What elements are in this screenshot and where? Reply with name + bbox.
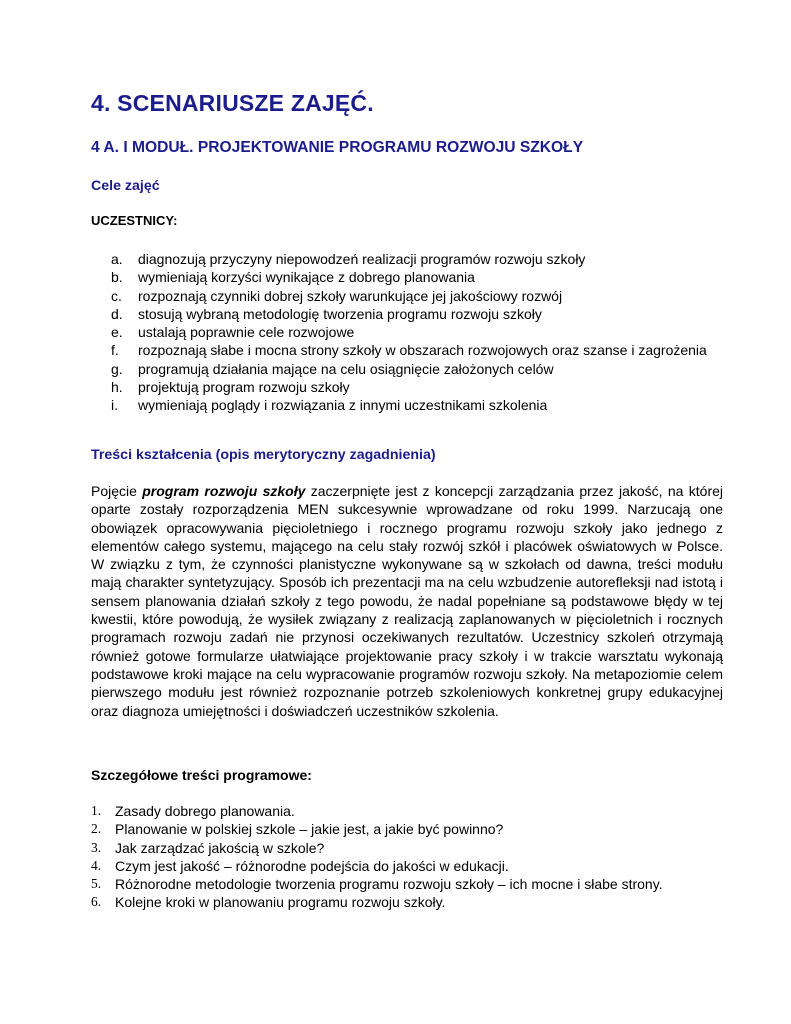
list-number: 5. [91, 876, 102, 892]
list-item-text: Planowanie w polskiej szkole – jakie jest, a jakie być powinno? [115, 821, 504, 838]
list-item-text: projektują program rozwoju szkoły [138, 379, 350, 396]
description-paragraph [91, 482, 723, 720]
paragraph-lead: Pojęcie [91, 483, 143, 499]
list-item-text: rozpoznają słabe i mocna strony szkoły w obszarach rozwojowych oraz szanse i zagrożenia [138, 342, 707, 359]
content-heading: Treści kształcenia (opis merytoryczny zagadnienia) [91, 447, 436, 463]
list-marker: d. [111, 305, 123, 322]
list-item [111, 268, 711, 286]
list-item-text: ustalają poprawnie cele rozwojowe [138, 324, 355, 341]
module-title: 4 A. I MODUŁ. PROJEKTOWANIE PROGRAMU ROZWOJU SZKOŁY [91, 139, 584, 156]
list-item [91, 802, 691, 820]
list-item [111, 287, 711, 305]
list-marker: b. [111, 269, 123, 286]
list-marker: h. [111, 379, 123, 396]
list-item [111, 360, 711, 378]
list-item-text: Czym jest jakość – różnorodne podejścia do jakości w edukacji. [115, 857, 509, 874]
list-item-text: Zasady dobrego planowania. [115, 803, 295, 819]
list-item-text: diagnozują przyczyny niepowodzeń realizacji programów rozwoju szkoły [138, 251, 586, 267]
list-item [111, 341, 711, 359]
list-marker: c. [111, 287, 122, 304]
list-item-text: Różnorodne metodologie tworzenia programu rozwoju szkoły – ich mocne i słabe strony. [115, 876, 663, 893]
list-item [91, 839, 691, 857]
paragraph-emphasis: program rozwoju szkoły [142, 483, 306, 499]
list-item [91, 875, 691, 893]
list-item-text: programują działania mające na celu osiągnięcie założonych celów [138, 360, 554, 377]
list-item-text: Jak zarządzać jakością w szkole? [115, 839, 325, 856]
list-marker: e. [111, 324, 123, 341]
list-item [111, 250, 711, 268]
list-number: 2. [91, 821, 102, 837]
goals-list [111, 250, 711, 415]
list-item-text: rozpoznają czynniki dobrej szkoły warunkujące jej jakościowy rozwój [138, 287, 563, 304]
list-item-text: stosują wybraną metodologię tworzenia programu rozwoju szkoły [138, 305, 542, 322]
paragraph-body: zaczerpnięte jest z koncepcji zarządzania przez jakość, na której oparte zostały rozporządzenia MEN sukcesywnie wprowadzane od roku 1999. Narzucają one obowiązek opracowywania pięcioletniego i rocznego programu rozwoju szkoły jako jednego z elementów całego systemu, mającego na celu stały rozwój szkół i placówek oświatowych w Polsce. W związku z tym, że czynności planistyczne wykonywane są w szkołach od dawna, treści modułu mają charakter syntetyzujący. Sposób ich prezentacji ma na celu wzbudzenie autorefleksji nad istotą i sensem planowania działań szkoły z tego powodu, że nadal popełniane są podstawowe błędy w tej kwestii, które powodują, że wysiłek związany z realizacją zaplanowanych w pięcioletnich i rocznych programach rozwoju zadań nie przynosi oczekiwanych rezultatów. Uczestnicy szkoleń otrzymają również gotowe formularze ułatwiające projektowanie pracy szkoły i w trakcie warsztatu wykonają podstawowe kroki mające na celu wypracowanie programów rozwoju szkoły. Na metapoziomie celem pierwszego modułu jest również rozpoznanie potrzeb szkoleniowych konkretnej grupy edukacyjnej oraz diagnoza umiejętności i doświadczeń uczestników szkolenia. [91, 483, 724, 719]
page-heading: 4. SCENARIUSZE ZAJĘĆ. [91, 90, 374, 116]
topics-list [91, 802, 691, 912]
program-heading: Szczegółowe treści programowe: [91, 767, 312, 783]
list-marker: f. [111, 342, 119, 359]
list-marker: g. [111, 360, 123, 377]
list-item [91, 820, 691, 838]
list-item [111, 396, 711, 414]
list-marker: i. [111, 397, 118, 414]
list-item-text: Kolejne kroki w planowaniu programu rozwoju szkoły. [115, 894, 446, 911]
list-item [91, 893, 691, 911]
goals-heading: Cele zajęć [91, 178, 160, 194]
list-number: 3. [91, 839, 102, 855]
list-number: 1. [91, 803, 102, 818]
list-marker: a. [111, 251, 123, 267]
list-item [111, 378, 711, 396]
participants-label: UCZESTNICY: [91, 213, 178, 228]
list-item [111, 323, 711, 341]
list-item [111, 305, 711, 323]
list-item-text: wymieniają korzyści wynikające z dobrego planowania [138, 269, 475, 286]
list-item [91, 857, 691, 875]
list-item-text: wymieniają poglądy i rozwiązania z innymi uczestnikami szkolenia [138, 397, 548, 414]
list-number: 6. [91, 894, 102, 910]
list-number: 4. [91, 857, 102, 873]
